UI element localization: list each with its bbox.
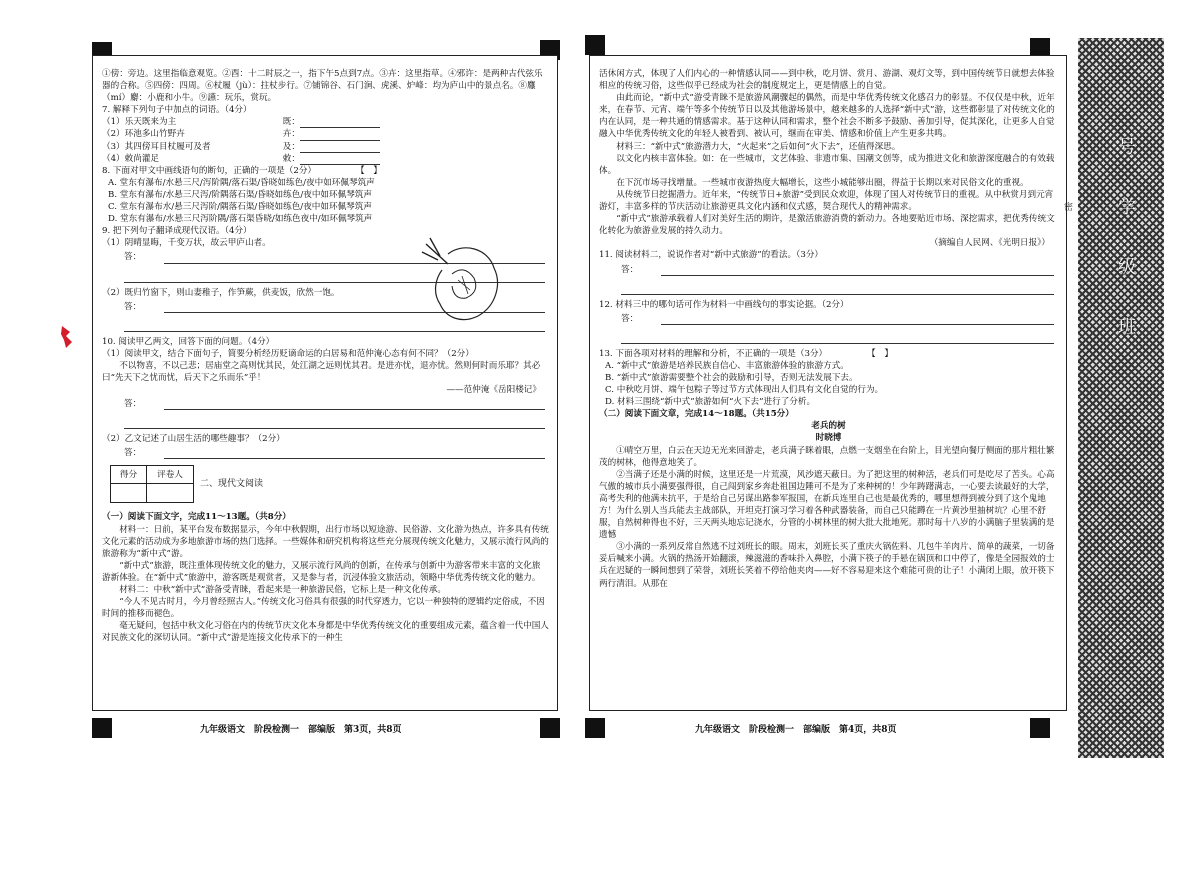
answer-line[interactable]: 答： (102, 447, 549, 459)
question-8: 8. 下面对甲文中画线语句的断句，正确的一项是（2分） 【 】 (102, 165, 382, 176)
score-box: 得分 评卷人 二、现代文阅读 (110, 465, 549, 503)
material-2-quote: “今人不见古时月，今月曾经照古人。”传统文化习俗具有很强的时代穿透力，它以一种独特的逻辑约定俗成，不因时间的推移而褪色。 (102, 597, 545, 620)
q8-option-d[interactable]: D. 堂东有瀑布/水悬三尺泻阶隅/落石渠昏晓/如练色夜中/如环佩琴筑声 (108, 214, 373, 225)
corner-marker (1030, 718, 1050, 738)
answer-line[interactable] (124, 416, 545, 429)
answer-blank[interactable] (300, 141, 380, 153)
corner-marker (540, 718, 560, 738)
q13-option-d[interactable]: D. 材料三围绕“新中式”旅游如何“火下去”进行了分析。 (605, 397, 816, 408)
material-source: （摘编自人民网、《光明日报》） (929, 238, 1050, 249)
question-11: 11. 阅读材料二，说说作者对“新中式旅游”的看法。（3分） (599, 250, 824, 261)
story-paragraph-2: ②当满子还是小满的时候，这里还是一片荒漠，风沙遮天蔽日。为了把这里的树种活，老兵们可是吃尽了苦头。心高气傲的城市兵小满要强得很，自己闯到家乡奔赴祖国边陲可不是为了来种树的！少年踌躇满志，一心要去读最好的大学，高考失利的他满未抗平，于是给自己另谋出路参军报国，在新兵连里自己也是最优秀的，哪里想得到被分到了这个鬼地方！为什么别人当兵能去主战部队，开坦克打演习学习着各种武器装备，而自己只能蹲在一片黄沙里抽树坑？心里不舒服，自然树种得也不好，三天两头地忘记浇水，分管的小树林里的树大批大批地死。那时每十八岁的小满脑子里装满的是遗憾 (599, 469, 1055, 541)
material-3: 材料三：“新中式”旅游潜力大，“火起来”之后如何“火下去”，还值得深思。 (616, 141, 901, 152)
corner-marker (585, 718, 605, 738)
quote-source: ——范仲淹《岳阳楼记》 (446, 385, 541, 396)
answer-bracket[interactable]: 【 】 (867, 348, 893, 359)
corner-marker (585, 35, 605, 55)
story-author: 时晓博 (815, 433, 842, 444)
q13-option-a[interactable]: A. “新中式”旅游是培养民族自信心、丰富旅游体验的旅游方式。 (605, 360, 849, 371)
page-footer: 九年级语文 阶段检测一 部编版 第4页，共8页 (695, 725, 897, 735)
material-3-point-3: 从传统节日挖掘潜力。近年来，“传统节日+旅游”受到民众欢迎，体现了国人对传统节日的重视。从中秋赏月到元宵游灯，丰富多样的节庆活动让旅游更具文化内涵和仪式感，契合现代人的精神需求。 (599, 189, 1054, 213)
grader-cell[interactable] (147, 484, 193, 502)
material-1: 材料一：日前，某平台发布数据显示，今年中秋假期，出行市场以短途游、民俗游、文化游为热点，许多具有传统文化元素的活动成为多地旅游市场的热门选择。一些媒体和研究机构将这些充分展现传统文化魅力，又展示流行风尚的旅游称为“新中式”游。 (102, 524, 549, 559)
binding-line-label: 密 (1064, 203, 1074, 213)
answer-line[interactable]: 答： (102, 301, 549, 313)
exam-page-right (589, 55, 1067, 711)
answer-line[interactable]: 答： (102, 398, 549, 410)
question-12: 12. 材料三中的哪句话可作为材料一中画线句的事实论据。（2分） (599, 299, 849, 310)
story-paragraph-1: ①晴空万里，白云在天边无光来回游走，老兵满子眯着眼，点燃一支烟坐在台阶上，目光望向餐厅侧面的那片粗壮繁茂的树林，他得意地笑了。 (599, 445, 1055, 468)
answer-line[interactable]: 答： (102, 251, 549, 263)
part-heading: （二）阅读下面文章，完成14～18题。（共15分） (599, 409, 794, 420)
q10-part-2: （2）乙文记述了山居生活的哪些趣事？（2分） (102, 434, 285, 445)
answer-blank[interactable] (300, 153, 380, 165)
material-2-continued: 活休闲方式，体现了人们内心的一种情感认同——到中秋，吃月饼、赏月、游湖、观灯文等，到中国传统节日就想去体验相应的传统习俗，这些似乎已经成为社会的制度规定上，更是情感上的自觉。 (599, 69, 1055, 92)
q7-item: （4）敕尚灌足 敕： (102, 153, 549, 165)
question-9: 9. 把下列句子翻译成现代汉语。（4分） (102, 226, 252, 237)
q7-item: （2）环池多山竹野卉 卉： (102, 128, 549, 140)
question-7: 7. 解释下列句子中加点的词语。（4分） (102, 105, 252, 116)
answer-line[interactable]: 答： (599, 313, 1058, 325)
annotation-notes: ①傍：旁边。这里指临意观览。②酉：十二时辰之一，指下午5点到7点。③卉：这里指草。④邪许：是两种古代弦乐器的合称。⑤四傍：四周。⑥杖履（jù）：拄杖步行。⑦铺锦谷、石门涧、虎溪、炉峰：均为庐山中的景点名。⑧䴪（mí）麝：小鹿和小牛。⑨讌：玩乐，赏玩。 (102, 69, 543, 104)
q7-item: （3）其四傍耳目杖履可及者 及： (102, 141, 549, 153)
material-2: 材料二：中秋“新中式”游备受青睐，看起来是一种旅游民俗，它标上是一种文化传承。 (119, 585, 446, 595)
question-10: 10. 阅读甲乙两文，回答下面的问题。（4分） (102, 336, 275, 347)
q8-option-a[interactable]: A. 堂东有瀑布/水悬三尺/泻阶隅/落石渠/昏晓如练色/夜中如环佩琴筑声 (108, 177, 375, 188)
q8-option-c[interactable]: C. 堂东有瀑布水/悬三尺泻阶/隅落石渠/昏晓如练色/夜中如环佩琴筑声 (108, 202, 372, 213)
question-13: 13. 下面各项对材料的理解和分析，不正确的一项是（3分） 【 】 (599, 348, 893, 359)
answer-line[interactable] (621, 331, 1054, 344)
material-2-conclusion: 由此而论，“新中式”游受青睐不是旅游风潮骤起的偶然，而是中华优秀传统文化感召力的彰显。不仅仅是中秋，近年来，在春节、元宵、端午等多个传统节日以及其他游场景中，越来越多的人选择“新中式”游，这些都彰显了对传统文化的内在认同，是一种共通的情感需求。基于这种认同和需求，整个社会不断多予鼓励、善加引导，促其深化，让更多人自觉融入中华优秀传统文化的年轻人被看到、被认可，继而在审美、情感和价值上产生更多共鸣。 (599, 93, 1055, 140)
q9-sentence-1: （1）阴晴显晦，千变万状，故云甲庐山者。 (102, 238, 271, 249)
answer-blank[interactable] (300, 128, 380, 140)
part-heading: （一）阅读下面文字，完成11～13题。（共8分） (102, 512, 291, 523)
red-pen-mark (60, 322, 74, 350)
answer-line[interactable]: 答： (599, 264, 1058, 276)
material-3-point-2: 在下沉市场寻找增量。一些城市夜游热度大幅增长，这些小城能够出圈，得益于长期以来对民俗文化的重视。 (616, 177, 1029, 188)
material-2-body: 毫无疑问，包括中秋文化习俗在内的传统节庆文化本身都是中华优秀传统文化的重要组成元素，蕴含着一代中国人对民族文化的深切认同。“新中式”游是连接文化传承下的一种生 (102, 621, 549, 644)
material-3-point-1: 以文化内核丰富体验。如：在一些城市，文艺体验、非遗市集、国潮文创等，成为推进文化和旅游深度融合的有效载体。 (599, 153, 1055, 176)
corner-marker (92, 718, 112, 738)
story-paragraph-3: ③小满的一系列反常自然逃不过刘班长的眼。周末，刘班长买了重庆火锅佐料、几包牛羊肉片、简单的蔬菜，一切备妥后喊来小满。火锅的热汤开始翻滚，辣滋滋的香味扑入鼻腔，小满下筷子的手悬在锅顶和口中停了，像是全园报效的士兵在迟疑的一瞬间想到了荣誉，刘班长笑着不停给他夹肉——好不容易迎来这个难能可贵的让子！小满闭上眼，放开筷下两行清泪。从那在 (599, 542, 1055, 589)
page-footer: 九年级语文 阶段检测一 部编版 第3页，共8页 (200, 725, 402, 735)
section-title: 二、现代文阅读 (200, 479, 264, 490)
q13-option-c[interactable]: C. 中秋吃月饼、端午包粽子等过节方式体现出人们具有文化自觉的行为。 (605, 385, 884, 396)
q10-part-1: （1）阅读甲文，结合下面句子，简要分析经历贬谪命运的白居易和范仲淹心态有何不同？（2分） (102, 348, 474, 359)
q7-item: （1）乐天既来为主 既： (102, 116, 549, 128)
answer-bracket[interactable]: 【 】 (356, 165, 382, 176)
q13-option-b[interactable]: B. “新中式”旅游需要整个社会的鼓励和引导，否则无法发展下去。 (605, 372, 858, 383)
material-3-summary: “新中式”旅游承载着人们对美好生活的期许，是激活旅游消费的新动力。各地要贴近市场、深挖需求，把优秀传统文化转化为旅游业发展的持久动力。 (599, 214, 1055, 237)
answer-blank[interactable] (300, 116, 380, 128)
q8-option-b[interactable]: B. 堂东有瀑布/水悬三尺泻/阶隅落石渠/昏晓如练色/夜中如环佩琴筑声 (108, 189, 372, 200)
exam-page-left (92, 55, 558, 711)
doodle-drawing (418, 234, 504, 326)
student-info-strip (1078, 38, 1164, 758)
strip-label: 号 学 级 班 (1118, 137, 1136, 338)
q9-sentence-2: （2）既归竹窗下，则山妻稚子，作笋蕨，供麦饭，欣然一饱。 (102, 287, 340, 298)
quote-passage: 不以物喜，不以己悲；居庙堂之高则忧其民，处江湖之远则忧其君。是进亦忧，退亦忧。然则何时而乐耶？其必曰“先天下之忧而忧，后天下之乐而乐”乎！ (102, 360, 541, 383)
material-1-underlined: “新中式”旅游，既注重体现传统文化的魅力，又展示流行风尚的创新，在传承与创新中为游客带来丰富的文化旅游新体验。在“新中式”旅游中，游客既是观赏者，又是参与者，沉浸体验文旅活动，领略中华优秀传统文化的魅力。 (102, 560, 541, 583)
story-title: 老兵的树 (811, 421, 846, 432)
score-cell[interactable] (111, 484, 147, 502)
answer-line[interactable] (621, 282, 1054, 295)
